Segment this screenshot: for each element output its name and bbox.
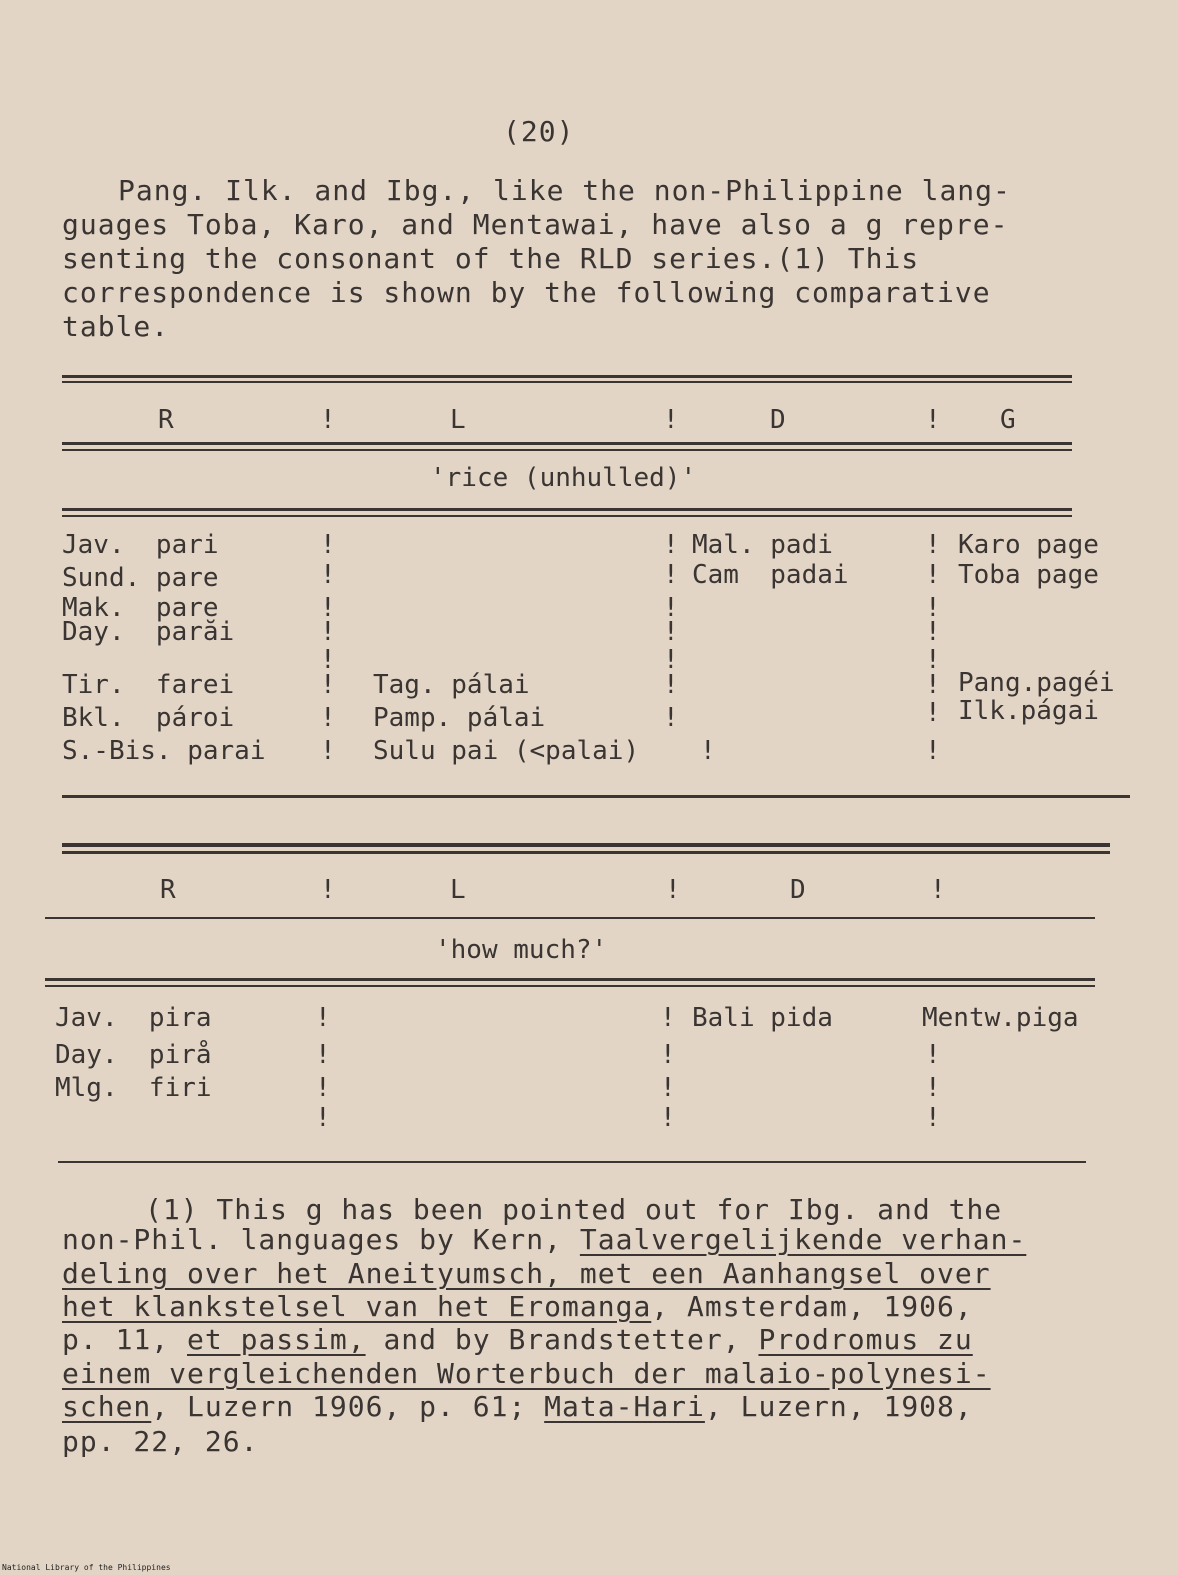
table-rule: [62, 508, 1072, 511]
table-row-l: Pamp. pálai: [373, 703, 546, 733]
column-header-g: G: [1000, 405, 1016, 435]
column-separator: !: [663, 593, 679, 623]
table-rule: [62, 851, 1110, 854]
column-separator: !: [925, 405, 941, 435]
table-rule: [62, 375, 1072, 378]
table-row-g: Karo page: [958, 530, 1099, 560]
table-row-r: Day. pirå: [55, 1040, 212, 1070]
footnote-text: non-Phil. languages by Kern,: [62, 1223, 580, 1256]
column-header-d: D: [790, 875, 806, 905]
column-separator: !: [663, 405, 679, 435]
footnote-text: p. 11,: [62, 1323, 188, 1356]
footnote-text: , Amsterdam, 1906,: [651, 1290, 973, 1323]
table-rule: [62, 515, 1072, 517]
column-separator: !: [700, 736, 716, 766]
table-rule: [45, 917, 1095, 919]
table-row-g: Toba page: [958, 560, 1099, 590]
footnote-line: [62, 1323, 973, 1357]
library-footer: National Library of the Philippines: [2, 1563, 171, 1572]
intro-line: guages Toba, Karo, and Mentawai, have also a g repre-: [62, 208, 1009, 241]
table-row-d: Cam padai: [692, 560, 849, 590]
table-row-g: Pang.pagéi: [958, 668, 1115, 698]
table-row-r: Bkl. pároi: [62, 703, 235, 733]
column-separator: !: [320, 736, 336, 766]
footnote-line: pp. 22, 26.: [62, 1425, 259, 1458]
column-separator: !: [925, 698, 941, 728]
column-header-l: L: [450, 875, 466, 905]
column-separator: !: [660, 1003, 676, 1033]
table-rule: [62, 843, 1110, 847]
column-separator: !: [315, 1073, 331, 1103]
table-row-r: Mlg. firi: [55, 1073, 212, 1103]
column-separator: !: [925, 736, 941, 766]
table-row-r: S.-Bis. parai: [62, 736, 266, 766]
footnote-text: , Luzern 1906, p. 61;: [151, 1390, 545, 1423]
table-rule: [62, 442, 1072, 445]
column-separator: !: [660, 1103, 676, 1133]
book-title: Taalvergelijkende verhan-: [579, 1223, 1027, 1256]
intro-line: table.: [62, 310, 170, 343]
citation-term: et passim,: [187, 1323, 366, 1356]
table-row-r: Tir. farei: [62, 670, 235, 700]
column-separator: !: [925, 670, 941, 700]
table-row-r: Day. parăi: [62, 617, 235, 647]
table-row-g: Mentw.piga: [922, 1003, 1079, 1033]
table-rule: [45, 985, 1095, 987]
column-separator: !: [320, 670, 336, 700]
column-separator: !: [925, 1073, 941, 1103]
column-separator: !: [663, 617, 679, 647]
table-rule: [58, 1161, 1086, 1163]
column-header-r: R: [160, 875, 176, 905]
table-row-d: Bali pida: [692, 1003, 833, 1033]
column-header-d: D: [770, 405, 786, 435]
book-title: Prodromus zu: [758, 1323, 973, 1356]
table-rule: [62, 795, 1130, 798]
column-separator: !: [663, 645, 679, 675]
column-separator: !: [320, 530, 336, 560]
column-separator: !: [663, 670, 679, 700]
book-title: het klankstelsel van het Eromanga: [62, 1290, 652, 1323]
table-row-r: Mak. pare: [62, 593, 219, 623]
table-row-l: Tag. pálai: [373, 670, 530, 700]
column-separator: !: [660, 1040, 676, 1070]
column-separator: !: [925, 645, 941, 675]
column-separator: !: [925, 617, 941, 647]
gloss-label: 'how much?': [435, 935, 608, 965]
table-row-l: Sulu pai (<palai): [373, 736, 640, 766]
column-separator: !: [663, 703, 679, 733]
table-rule: [62, 449, 1072, 451]
intro-line: senting the consonant of the RLD series.(1) This: [62, 242, 920, 275]
column-separator: !: [320, 405, 336, 435]
column-separator: !: [665, 875, 681, 905]
table-row-r: Sund. pare: [62, 563, 219, 593]
column-separator: !: [925, 1103, 941, 1133]
book-title: Mata-Hari: [544, 1390, 705, 1423]
table-row-r: Jav. pari: [62, 530, 219, 560]
intro-line: Pang. Ilk. and Ibg., like the non-Philippine lang-: [118, 174, 1011, 207]
table-rule: [45, 978, 1095, 981]
column-separator: !: [320, 593, 336, 623]
column-separator: !: [925, 1040, 941, 1070]
column-separator: !: [315, 1103, 331, 1133]
column-separator: !: [660, 1073, 676, 1103]
table-row-g: Ilk.págai: [958, 696, 1099, 726]
footnote-line: [62, 1290, 973, 1324]
column-separator: !: [663, 530, 679, 560]
footnote-text: , Luzern, 1908,: [704, 1390, 973, 1423]
column-separator: !: [320, 703, 336, 733]
table-row-d: Mal. padi: [692, 530, 833, 560]
gloss-label: 'rice (unhulled)': [430, 463, 697, 493]
column-separator: !: [320, 617, 336, 647]
intro-line: correspondence is shown by the following comparative: [62, 276, 991, 309]
column-header-r: R: [158, 405, 174, 435]
footnote-line: [62, 1390, 973, 1424]
column-separator: !: [925, 530, 941, 560]
column-separator: !: [663, 560, 679, 590]
book-title: deling over het Aneityumsch, met een Aanhangsel over: [62, 1257, 991, 1290]
column-separator: !: [320, 645, 336, 675]
book-title: einem vergleichenden Worterbuch der malaio-polynesi-: [62, 1357, 991, 1390]
column-header-l: L: [450, 405, 466, 435]
page-number: (20): [503, 115, 575, 148]
footnote-text: and by Brandstetter,: [365, 1323, 759, 1356]
table-rule: [62, 381, 1072, 383]
table-row-r: Jav. pira: [55, 1003, 212, 1033]
column-separator: !: [315, 1040, 331, 1070]
footnote-line: (1) This g has been pointed out for Ibg. and the: [145, 1193, 1003, 1226]
column-separator: !: [315, 1003, 331, 1033]
footnote-line: [62, 1223, 1026, 1257]
column-separator: !: [930, 875, 946, 905]
column-separator: !: [925, 593, 941, 623]
column-separator: !: [320, 560, 336, 590]
book-title: schen: [62, 1390, 152, 1423]
column-separator: !: [320, 875, 336, 905]
column-separator: !: [925, 560, 941, 590]
